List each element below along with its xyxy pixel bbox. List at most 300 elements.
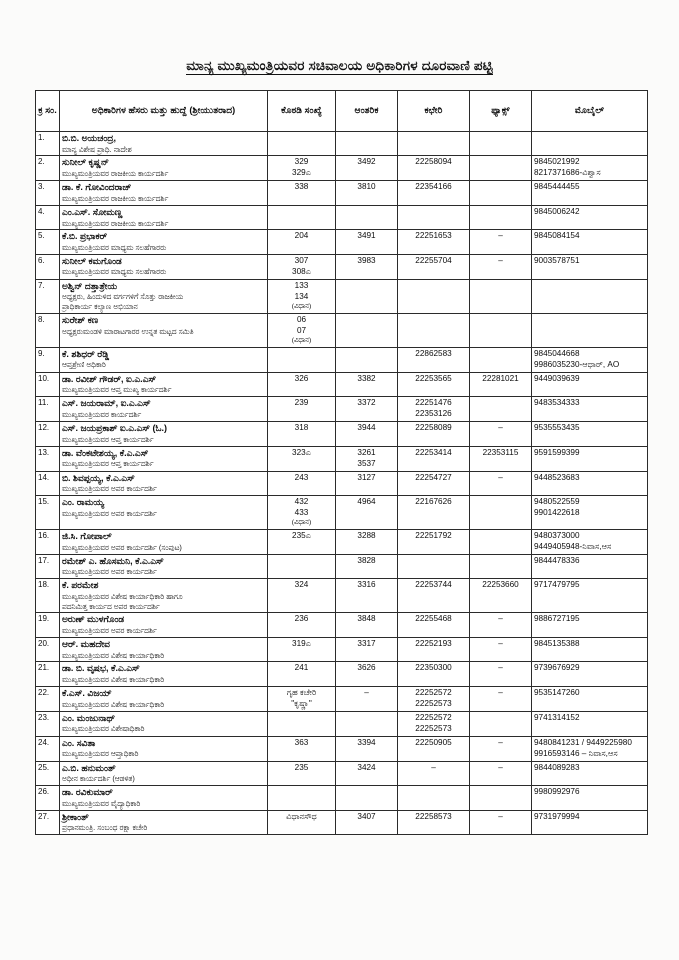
table-row: [36, 496, 648, 530]
mobile-number: 9449405948-ನಿವಾಸ,ಆಸ: [534, 541, 612, 551]
value-line: 3626: [357, 663, 376, 673]
cell-room-number: [268, 761, 336, 785]
cell-sl: 22.: [36, 686, 60, 711]
official-name: ಡಾ. ರವೀಶ್ ಗೌಡರ್, ಐ.ಎ.ಎಸ್: [62, 373, 157, 384]
value-line: 432: [294, 497, 309, 507]
value-line: 22354166: [415, 182, 452, 192]
value-line: 22253744: [415, 580, 452, 590]
value-line: 3424: [357, 762, 376, 772]
value-line: 308ಎ: [292, 266, 311, 276]
cell-official-name: [60, 254, 268, 279]
cell-room-number: [268, 637, 336, 661]
value-line: 22258094: [415, 157, 452, 167]
cell-office-number: [398, 579, 470, 613]
cell-sl: 27.: [36, 810, 60, 834]
cell-mobile-number: [532, 132, 648, 156]
cell-mobile-number: [532, 786, 648, 810]
value-line: 241: [294, 663, 309, 673]
value-line: 204: [294, 231, 309, 241]
official-name: ಡಾ. ರವಿಕುಮಾರ್: [62, 787, 113, 798]
cell-room-number: [268, 613, 336, 637]
cell-sl: 1.: [36, 132, 60, 156]
value-line: 22252573: [415, 698, 452, 708]
cell-sl: 25.: [36, 761, 60, 785]
cell-mobile-number: [532, 554, 648, 578]
official-designation: ಮುಖ್ಯಮಂತ್ರಿಯವರ ವಿಶೇಷ ಕಾರ್ಯಾಧಿಕಾರಿ: [62, 650, 165, 660]
cell-office-number: [398, 254, 470, 279]
cell-fax-number: [470, 786, 532, 810]
official-designation: ಮುಖ್ಯಮಂತ್ರಿಯವರ ಆಪ್ತಾಧಿಕಾರಿ: [62, 749, 139, 759]
cell-fax-number: [470, 446, 532, 471]
value-line: 3317: [357, 638, 376, 648]
official-name: ಡಾ. ವೆಂಕಟೇಶಯ್ಯ, ಕೆ.ಎ.ಎಸ್: [62, 447, 149, 458]
value-line: 363: [294, 737, 309, 747]
value-line: –: [498, 614, 503, 624]
official-name: ಅರುಣ್ ಮುಳಗೊಂಡ: [62, 614, 125, 625]
official-name: ಎ.ಬಿ. ಹನುಮಂತ್: [62, 762, 116, 773]
cell-office-number: [398, 181, 470, 205]
value-line: 22350300: [415, 663, 452, 673]
value-line: 07: [296, 325, 307, 335]
cell-fax-number: [470, 554, 532, 578]
value-line: 22253660: [482, 580, 519, 590]
value-line: –: [498, 762, 503, 772]
table-row: [36, 686, 648, 711]
header-row: [36, 91, 648, 132]
value-line: 06: [296, 314, 307, 324]
cell-fax-number: [470, 279, 532, 313]
cell-internal-number: [336, 686, 398, 711]
cell-official-name: [60, 446, 268, 471]
official-designation: ಮುಖ್ಯಮಂತ್ರಿಯವರ ರಾಜಕೀಯ ಕಾರ್ಯದರ್ಶಿ: [62, 169, 169, 179]
table-row: [36, 446, 648, 471]
value-line: 3288: [357, 530, 376, 540]
table-row: [36, 313, 648, 347]
official-designation: ಮುಖ್ಯಮಂತ್ರಿಯವರ ವಿಶೇಷ ಕಾರ್ಯಾಧಿಕಾರಿ: [62, 675, 165, 685]
official-name: ಬಿ. ಶಿವಪ್ಪಯ್ಯ, ಕೆ.ಎ.ಎಸ್: [62, 472, 135, 483]
official-name: ಕೆ.ಎಸ್. ವಿಜಯ್: [62, 687, 112, 698]
table-row: [36, 230, 648, 254]
mobile-number: 9845444455: [534, 182, 580, 192]
cell-mobile-number: [532, 372, 648, 396]
official-name: ಎಂ.ಎಸ್. ಸೋಮಣ್ಣ: [62, 206, 123, 217]
cell-mobile-number: [532, 471, 648, 495]
cell-sl: 19.: [36, 613, 60, 637]
cell-internal-number: [336, 156, 398, 181]
table-row: [36, 156, 648, 181]
mobile-number: 9739676929: [534, 663, 580, 673]
official-designation: ಅಧ್ಯಕ್ಷರು, ಹಿಂದುಳಿದ ವರ್ಗಗಳಿಗೆ ಸೊತ್ತು ರಾಜಕೀಯ: [62, 292, 184, 302]
value-line: 3828: [357, 555, 376, 565]
cell-internal-number: [336, 579, 398, 613]
cell-official-name: [60, 686, 268, 711]
cell-fax-number: [470, 579, 532, 613]
value-line: 22250905: [415, 737, 452, 747]
value-line: 323ಎ: [292, 447, 311, 457]
value-line: 3394: [357, 737, 376, 747]
cell-room-number: [268, 313, 336, 347]
table-row: [36, 372, 648, 396]
cell-sl: 16.: [36, 529, 60, 554]
value-line: 22255468: [415, 614, 452, 624]
value-line: 3407: [357, 811, 376, 821]
mobile-number: 9480522559: [534, 497, 580, 507]
cell-sl: 9.: [36, 347, 60, 372]
cell-fax-number: [470, 761, 532, 785]
table-header: [36, 91, 648, 132]
value-line: 22281021: [482, 373, 519, 383]
cell-sl: 23.: [36, 711, 60, 736]
mobile-number: 9448523683: [534, 472, 580, 482]
official-designation: ಮುಖ್ಯಮಂತ್ರಿಯವರ ವಿಶೇಷ ಕಾರ್ಯಾಧಿಕಾರಿ: [62, 699, 165, 709]
cell-fax-number: [470, 181, 532, 205]
cell-office-number: [398, 132, 470, 156]
cell-room-number: [268, 554, 336, 578]
cell-office-number: [398, 313, 470, 347]
value-line: –: [498, 638, 503, 648]
cell-fax-number: [470, 254, 532, 279]
cell-room-number: [268, 662, 336, 686]
official-name: ಬಿ.ಬಿ. ಅಯಚಂದ್ರ,: [62, 133, 117, 143]
value-line: (ವಿಧಾನ): [291, 336, 312, 344]
mobile-number: 9986035230-ಆಧಾರ್, AO: [534, 359, 620, 369]
value-line: 329: [294, 157, 309, 167]
cell-official-name: [60, 422, 268, 446]
cell-mobile-number: [532, 761, 648, 785]
cell-internal-number: [336, 230, 398, 254]
cell-sl: 17.: [36, 554, 60, 578]
value-line: 22251476: [415, 398, 452, 408]
mobile-number: 9844478336: [534, 555, 580, 565]
cell-sl: 26.: [36, 786, 60, 810]
value-line: 324: [294, 580, 309, 590]
cell-office-number: [398, 205, 470, 229]
cell-mobile-number: [532, 181, 648, 205]
value-line: 3848: [357, 614, 376, 624]
cell-internal-number: [336, 471, 398, 495]
cell-official-name: [60, 313, 268, 347]
official-designation: ಮುಖ್ಯಮಂತ್ರಿಯವರ ರಾಜಕೀಯ ಕಾರ್ಯದರ್ಶಿ: [62, 218, 169, 228]
cell-room-number: [268, 132, 336, 156]
cell-fax-number: [470, 613, 532, 637]
official-name: ಜಿ.ಸಿ. ಗೋಪಾಲ್: [62, 530, 112, 541]
cell-sl: 12.: [36, 422, 60, 446]
value-line: 3127: [357, 472, 376, 482]
cell-sl: 4.: [36, 205, 60, 229]
cell-mobile-number: [532, 736, 648, 761]
cell-office-number: [398, 446, 470, 471]
cell-official-name: [60, 711, 268, 736]
official-designation: ಅಧ್ಯಕ್ಷರುಮಂಡಳಿ ಮಾರಾಟಗಾರರ ಉನ್ನತ ಮಟ್ಟದ ಸಮಿತಿ: [62, 326, 194, 336]
table-row: [36, 279, 648, 313]
cell-office-number: [398, 230, 470, 254]
cell-internal-number: [336, 254, 398, 279]
mobile-number: 9845006242: [534, 206, 580, 216]
cell-room-number: [268, 156, 336, 181]
cell-room-number: [268, 279, 336, 313]
cell-fax-number: [470, 471, 532, 495]
cell-mobile-number: [532, 279, 648, 313]
cell-fax-number: [470, 422, 532, 446]
table-row: [36, 662, 648, 686]
mobile-number: 9449039639: [534, 373, 580, 383]
value-line: 3491: [357, 231, 376, 241]
page-title: [0, 58, 679, 74]
official-designation: ಮುಖ್ಯಮಂತ್ರಿಯವರ ಆಪ್ತ ಮುಖ್ಯ ಕಾರ್ಯದರ್ಶಿ: [62, 385, 172, 395]
cell-office-number: [398, 529, 470, 554]
cell-room-number: [268, 496, 336, 530]
value-line: –: [498, 737, 503, 747]
cell-mobile-number: [532, 810, 648, 834]
cell-official-name: [60, 613, 268, 637]
cell-mobile-number: [532, 397, 648, 422]
table-row: [36, 397, 648, 422]
cell-mobile-number: [532, 254, 648, 279]
official-name: ಎಂ. ಮಂಜುನಾಥ್: [62, 712, 116, 723]
cell-office-number: [398, 786, 470, 810]
mobile-number: 9483534333: [534, 398, 580, 408]
official-designation: ಮುಖ್ಯಮಂತ್ರಿಯವರ ಅಪರ ಕಾರ್ಯದರ್ಶಿ: [62, 508, 157, 518]
official-designation: ಮುಖ್ಯಮಂತ್ರಿಯವರ ರಾಜಕೀಯ ಕಾರ್ಯದರ್ಶಿ: [62, 194, 169, 204]
cell-office-number: [398, 347, 470, 372]
cell-office-number: [398, 736, 470, 761]
cell-official-name: [60, 810, 268, 834]
column-header-sl: ಕ್ರ ಸಂ.: [36, 91, 60, 132]
value-line: 22258573: [415, 811, 452, 821]
official-name: ಎಂ. ಸವಿತಾ: [62, 737, 96, 748]
official-designation: ಪದನಿಮಿತ್ತ ಕಾರ್ಯದ ಅಪರ ಕಾರ್ಯದರ್ಶಿ: [62, 601, 160, 611]
cell-official-name: [60, 132, 268, 156]
official-name: ಕೆ. ಶಶಿಧರ್ ರೆಡ್ಡಿ: [62, 348, 110, 359]
mobile-number: 9886727195: [534, 614, 580, 624]
value-line: 243: [294, 472, 309, 482]
table-row: [36, 711, 648, 736]
cell-fax-number: [470, 711, 532, 736]
cell-official-name: [60, 397, 268, 422]
mobile-number: 9980992976: [534, 787, 580, 797]
cell-mobile-number: [532, 313, 648, 347]
mobile-number: 9916593146 – ನಿವಾಸ,ಆಸ: [534, 748, 618, 758]
value-line: –: [498, 472, 503, 482]
table-row: [36, 347, 648, 372]
mobile-number: 9731979994: [534, 811, 580, 821]
cell-internal-number: [336, 205, 398, 229]
table-row: [36, 579, 648, 613]
cell-office-number: [398, 637, 470, 661]
value-line: –: [498, 255, 503, 265]
value-line: 22252572: [415, 687, 452, 697]
cell-sl: 2.: [36, 156, 60, 181]
column-header-office: ಕಛೇರಿ: [398, 91, 470, 132]
cell-internal-number: [336, 810, 398, 834]
official-designation: ಆಪ್ತಶ್ರೇಣಿ ಅಧಿಕಾರಿ: [62, 360, 106, 370]
cell-official-name: [60, 529, 268, 554]
value-line: ವಿಧಾನಸೌಧ: [286, 811, 317, 821]
cell-sl: 3.: [36, 181, 60, 205]
cell-room-number: [268, 529, 336, 554]
cell-mobile-number: [532, 711, 648, 736]
cell-mobile-number: [532, 637, 648, 661]
cell-room-number: [268, 205, 336, 229]
mobile-number: 9845135388: [534, 638, 580, 648]
cell-internal-number: [336, 529, 398, 554]
cell-internal-number: [336, 132, 398, 156]
cell-official-name: [60, 662, 268, 686]
value-line: 22258089: [415, 423, 452, 433]
column-header-mobile: ಮೊಬೈಲ್: [532, 91, 648, 132]
cell-fax-number: [470, 230, 532, 254]
column-header-internal: ಆಂತರಿಕ: [336, 91, 398, 132]
cell-mobile-number: [532, 347, 648, 372]
cell-room-number: [268, 181, 336, 205]
value-line: 22255704: [415, 255, 452, 265]
cell-sl: 11.: [36, 397, 60, 422]
cell-room-number: [268, 397, 336, 422]
value-line: 3983: [357, 255, 376, 265]
cell-official-name: [60, 761, 268, 785]
official-name: ಸುನೀಲ್ ಕೃಷ್ಣನ್: [62, 157, 109, 168]
table-row: [36, 637, 648, 661]
official-designation: ಪ್ರಧಾನಮಂತ್ರಿ. ಸಂಬಂಧ ರಕ್ಷಾ ಕಚೇರಿ: [62, 823, 148, 833]
cell-room-number: [268, 422, 336, 446]
value-line: 3492: [357, 157, 376, 167]
value-line: 22253414: [415, 447, 452, 457]
cell-sl: 13.: [36, 446, 60, 471]
official-designation: ಮುಖ್ಯಮಂತ್ರಿಯವರ ವಿಶೇಷಾಧಿಕಾರಿ: [62, 724, 145, 734]
cell-sl: 14.: [36, 471, 60, 495]
cell-fax-number: [470, 736, 532, 761]
table-row: [36, 736, 648, 761]
cell-official-name: [60, 471, 268, 495]
value-line: 22252573: [415, 723, 452, 733]
cell-mobile-number: [532, 205, 648, 229]
cell-sl: 18.: [36, 579, 60, 613]
official-designation: ಮುಖ್ಯಮಂತ್ರಿಯವರ ವೈದ್ಯಾಧಿಕಾರಿ: [62, 798, 141, 808]
column-header-name: ಅಧಿಕಾರಿಗಳ ಹೆಸರು ಮತ್ತು ಹುದ್ದೆ (ಶ್ರೀಯುತರಾದ): [60, 91, 268, 132]
cell-official-name: [60, 736, 268, 761]
official-name: ಶ್ರೀಕಾಂತ್: [62, 811, 89, 822]
table-row: [36, 554, 648, 578]
cell-internal-number: [336, 446, 398, 471]
table-row: [36, 471, 648, 495]
cell-fax-number: [470, 662, 532, 686]
value-line: 239: [294, 398, 309, 408]
cell-room-number: [268, 711, 336, 736]
cell-mobile-number: [532, 496, 648, 530]
value-line: 329ಎ: [292, 168, 311, 178]
cell-sl: 8.: [36, 313, 60, 347]
cell-internal-number: [336, 347, 398, 372]
cell-official-name: [60, 230, 268, 254]
cell-official-name: [60, 181, 268, 205]
official-designation: ಮಾನ್ಯ ವಿಶೇಷ ಪ್ರಾಧಿ. ನಾದೇಶ: [62, 144, 132, 154]
official-designation: ಅಧೀನ ಕಾರ್ಯದರ್ಶಿ (ಆಡಳಿತ): [62, 774, 135, 784]
officials-directory-table: [35, 90, 648, 835]
cell-fax-number: [470, 347, 532, 372]
mobile-number: 9845044668: [534, 348, 580, 358]
cell-official-name: [60, 279, 268, 313]
official-designation: ಮುಖ್ಯಮಂತ್ರಿಯವರ ಮಾಧ್ಯಮ ಸಲಹೆಗಾರರು: [62, 267, 167, 277]
mobile-number: 9845084154: [534, 231, 580, 241]
value-line: –: [364, 687, 369, 697]
value-line: 318: [294, 423, 309, 433]
cell-official-name: [60, 496, 268, 530]
table-row: [36, 181, 648, 205]
cell-office-number: [398, 686, 470, 711]
cell-office-number: [398, 554, 470, 578]
official-designation: ಮುಖ್ಯಮಂತ್ರಿಯವರ ಆಪ್ತ ಕಾರ್ಯದರ್ಶಿ: [62, 459, 154, 469]
cell-internal-number: [336, 637, 398, 661]
cell-office-number: [398, 662, 470, 686]
official-name: ಸುನೀಲ್ ಕಮಗೊಂಡ: [62, 255, 122, 266]
cell-fax-number: [470, 132, 532, 156]
table-row: [36, 810, 648, 834]
cell-official-name: [60, 347, 268, 372]
mobile-number: 9591599399: [534, 447, 580, 457]
cell-sl: 6.: [36, 254, 60, 279]
value-line: 22353115: [482, 447, 519, 457]
table-row: [36, 529, 648, 554]
value-line: 319ಎ: [292, 638, 311, 648]
official-name: ಆರ್. ಮಹದೇವ: [62, 638, 110, 649]
official-designation: ಮುಖ್ಯಮಂತ್ರಿಯವರ ಕಾರ್ಯದರ್ಶಿ: [62, 409, 142, 419]
value-line: 3537: [357, 458, 376, 468]
cell-fax-number: [470, 637, 532, 661]
cell-sl: 24.: [36, 736, 60, 761]
value-line: 4964: [357, 497, 376, 507]
mobile-number: 9844089283: [534, 762, 580, 772]
cell-fax-number: [470, 810, 532, 834]
cell-room-number: [268, 736, 336, 761]
cell-official-name: [60, 156, 268, 181]
table-row: [36, 761, 648, 785]
cell-fax-number: [470, 397, 532, 422]
cell-sl: 7.: [36, 279, 60, 313]
cell-sl: 10.: [36, 372, 60, 396]
cell-internal-number: [336, 761, 398, 785]
value-line: 3316: [357, 580, 376, 590]
cell-internal-number: [336, 554, 398, 578]
value-line: 3382: [357, 373, 376, 383]
value-line: 326: [294, 373, 309, 383]
official-name: ಎಸ್. ಜಯರಾಮ್, ಐ.ಎ.ಎಸ್: [62, 398, 151, 409]
official-name: ಕೆ.ಬಿ. ಪ್ರಭಾಕರ್: [62, 231, 108, 242]
value-line: 22254727: [415, 472, 452, 482]
cell-internal-number: [336, 786, 398, 810]
cell-official-name: [60, 205, 268, 229]
column-header-room: ಕೊಠಡಿ ಸಂಖ್ಯೆ: [268, 91, 336, 132]
cell-room-number: [268, 254, 336, 279]
cell-internal-number: [336, 372, 398, 396]
official-designation: ಮುಖ್ಯಮಂತ್ರಿಯವರ ಅಪರ ಕಾರ್ಯದರ್ಶಿ: [62, 626, 157, 636]
cell-office-number: [398, 372, 470, 396]
cell-official-name: [60, 372, 268, 396]
cell-sl: 21.: [36, 662, 60, 686]
value-line: "ಕೃಷ್ಣಾ": [291, 698, 312, 708]
cell-fax-number: [470, 372, 532, 396]
cell-fax-number: [470, 205, 532, 229]
cell-internal-number: [336, 613, 398, 637]
mobile-number: 9535147260: [534, 687, 580, 697]
cell-sl: 20.: [36, 637, 60, 661]
value-line: 22167626: [415, 497, 452, 507]
official-designation: ಪ್ರಾಧಿಕಾರ್ಯ ಕಲ್ಯಾಣ ಅಭಿಯಾನ: [62, 302, 138, 312]
cell-mobile-number: [532, 230, 648, 254]
cell-mobile-number: [532, 662, 648, 686]
cell-internal-number: [336, 181, 398, 205]
cell-fax-number: [470, 496, 532, 530]
cell-official-name: [60, 786, 268, 810]
